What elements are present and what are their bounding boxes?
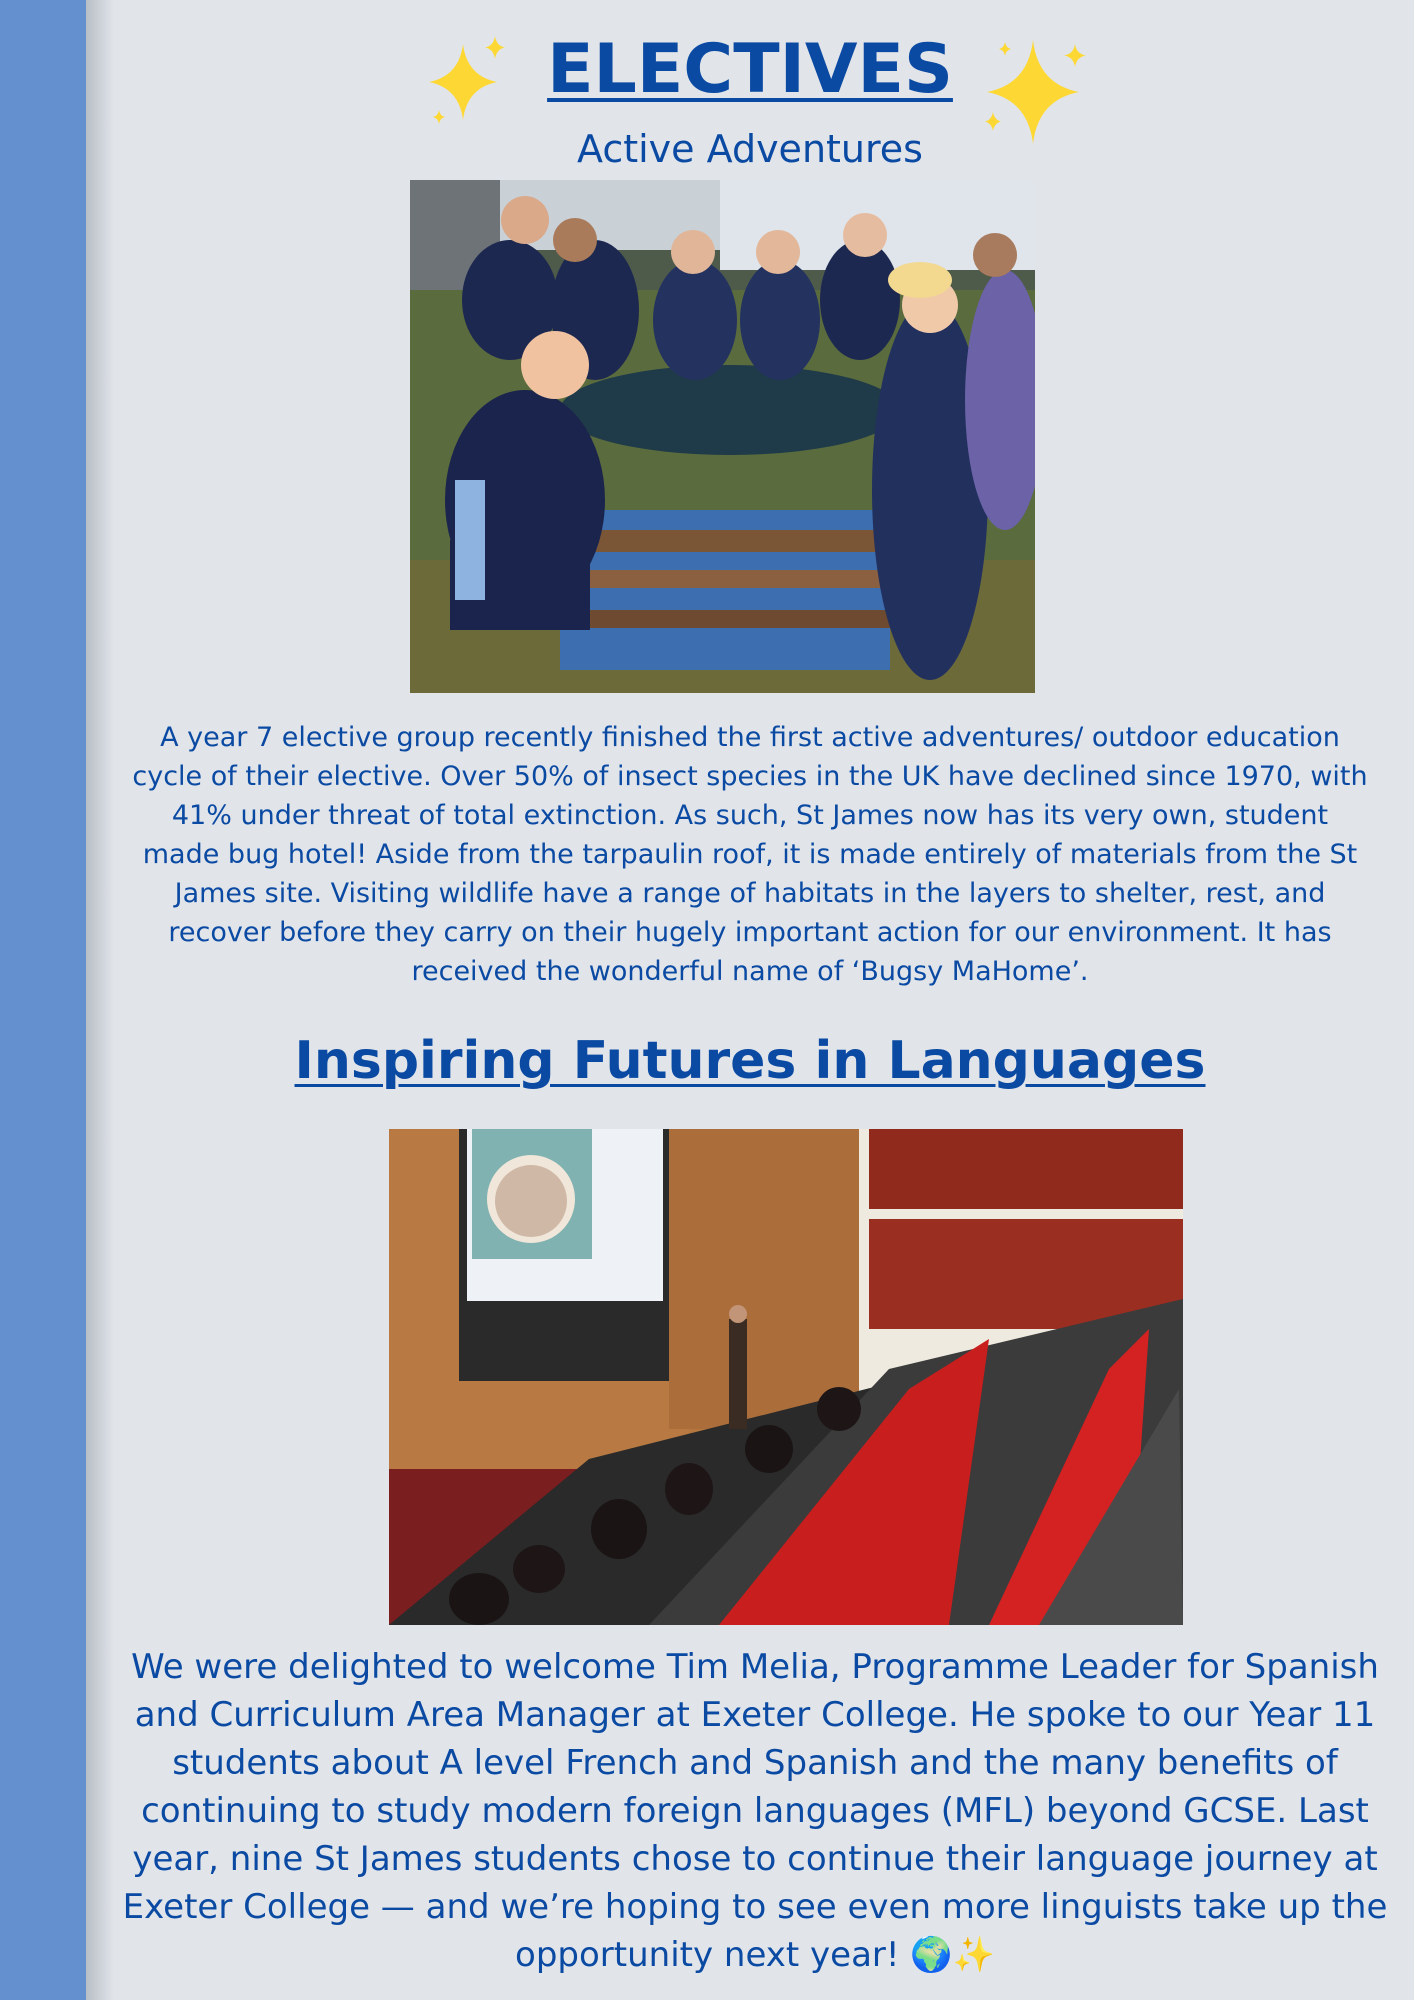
languages-paragraph: We were delighted to welcome Tim Melia, Programme Leader for Spanish and Curriculum Area Manager at Exeter College. He spoke to our Year 11 students about A level French and Spanish and the many benefits of continuing to study modern foreign languages (MFL) beyond GCSE. Last year, nine St James students chose to continue their language journey at Exeter College — and we’re hoping to see even more linguists take up the opportunity next year! 🌍✨ (122, 1647, 1388, 1975)
languages-assembly-photo (389, 1129, 1183, 1625)
section-heading-languages: Inspiring Futures in Languages (294, 1031, 1206, 1091)
electives-paragraph: A year 7 elective group recently finished the first active adventures/ outdoor education cycle of their elective. Over 50% of insect species in the UK have declined since 1970, with 41% under threat of total extinction. As such, St James now has its very own, student made bug hotel! Aside from the tarpaulin roof, it is made entirely of materials from the St James site. Visiting wildlife have a range of habitats in the layers to shelter, rest, and recover before they carry on their hugely important action for our environment. It has received the wonderful name of ‘Bugsy MaHome’. (132, 722, 1368, 987)
bug-hotel-photo (410, 180, 1035, 693)
left-bar-shadow (86, 0, 114, 2000)
page-title: ELECTIVES (547, 30, 953, 109)
section-subtitle: Active Adventures (577, 127, 923, 171)
left-accent-bar (0, 0, 86, 2000)
